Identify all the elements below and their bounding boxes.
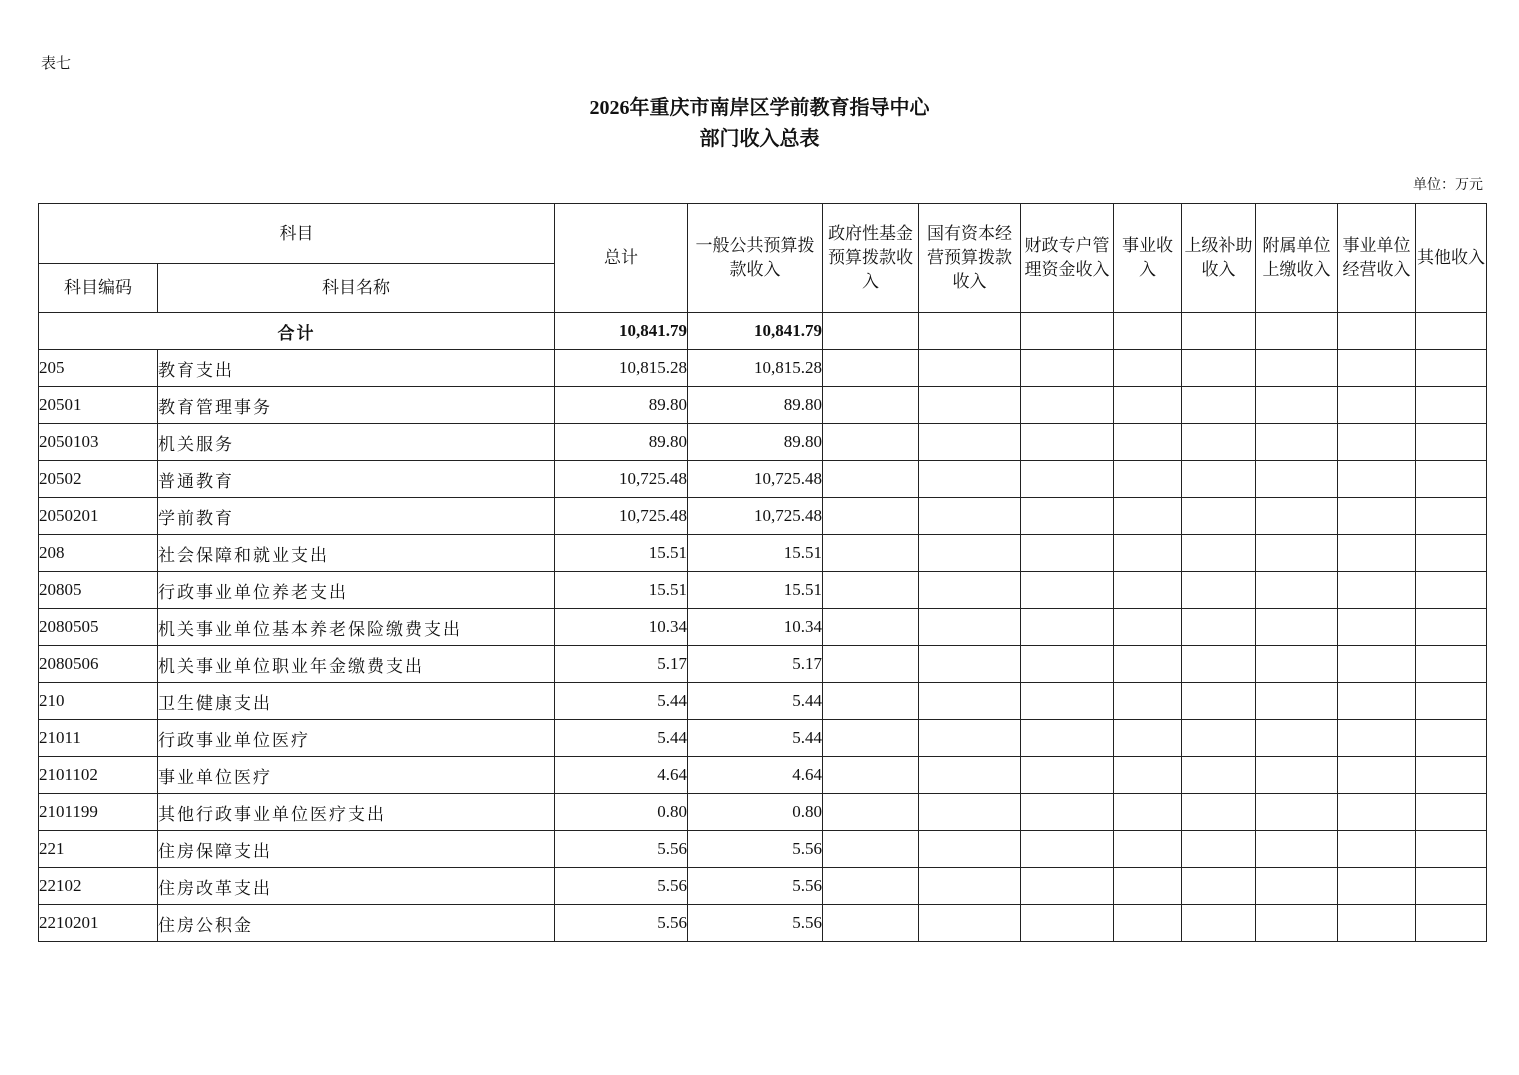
empty-cell — [1114, 831, 1182, 868]
header-other: 其他收入 — [1416, 204, 1487, 313]
empty-cell — [1182, 757, 1256, 794]
subject-name-cell: 住房公积金 — [158, 905, 555, 942]
general-budget-cell: 5.56 — [688, 831, 823, 868]
empty-cell — [1256, 868, 1338, 905]
unit-label: 单位：万元 — [1413, 177, 1483, 193]
empty-cell — [1338, 831, 1416, 868]
empty-cell — [1182, 720, 1256, 757]
empty-cell — [823, 387, 919, 424]
total-general-budget-cell: 10,841.79 — [688, 313, 823, 350]
empty-cell — [1021, 461, 1114, 498]
empty-cell — [1416, 720, 1487, 757]
empty-cell — [1021, 646, 1114, 683]
empty-cell — [823, 313, 919, 350]
empty-cell — [1021, 683, 1114, 720]
subject-code-cell: 20501 — [39, 387, 158, 424]
empty-cell — [823, 646, 919, 683]
table-row — [39, 831, 1487, 868]
empty-cell — [1256, 424, 1338, 461]
empty-cell — [823, 535, 919, 572]
general-budget-cell: 5.17 — [688, 646, 823, 683]
subject-code-cell: 2210201 — [39, 905, 158, 942]
table-row — [39, 757, 1487, 794]
empty-cell — [1021, 720, 1114, 757]
subject-code-cell: 210 — [39, 683, 158, 720]
empty-cell — [919, 905, 1021, 942]
general-budget-cell: 4.64 — [688, 757, 823, 794]
table-row — [39, 572, 1487, 609]
empty-cell — [1416, 498, 1487, 535]
empty-cell — [823, 905, 919, 942]
empty-cell — [1256, 572, 1338, 609]
empty-cell — [1114, 683, 1182, 720]
empty-cell — [919, 868, 1021, 905]
empty-cell — [1338, 387, 1416, 424]
empty-cell — [919, 424, 1021, 461]
empty-cell — [823, 461, 919, 498]
document-subtitle: 部门收入总表 — [699, 126, 820, 150]
subject-name-cell: 教育支出 — [158, 350, 555, 387]
table-row — [39, 424, 1487, 461]
empty-cell — [1114, 387, 1182, 424]
empty-cell — [1256, 350, 1338, 387]
empty-cell — [823, 572, 919, 609]
total-cell: 10,815.28 — [555, 350, 688, 387]
empty-cell — [1021, 609, 1114, 646]
empty-cell — [919, 720, 1021, 757]
total-cell: 4.64 — [555, 757, 688, 794]
subject-code-cell: 2080505 — [39, 609, 158, 646]
empty-cell — [1416, 905, 1487, 942]
general-budget-cell: 10.34 — [688, 609, 823, 646]
general-budget-cell: 15.51 — [688, 572, 823, 609]
empty-cell — [1338, 683, 1416, 720]
empty-cell — [1256, 720, 1338, 757]
empty-cell — [919, 535, 1021, 572]
empty-cell — [1021, 350, 1114, 387]
empty-cell — [1416, 350, 1487, 387]
header-state-capital: 国有资本经营预算拨款收入 — [919, 204, 1021, 313]
empty-cell — [1182, 683, 1256, 720]
empty-cell — [1256, 498, 1338, 535]
empty-cell — [1416, 868, 1487, 905]
empty-cell — [1182, 313, 1256, 350]
subject-code-cell: 2101199 — [39, 794, 158, 831]
subject-name-cell: 卫生健康支出 — [158, 683, 555, 720]
subject-name-cell: 行政事业单位医疗 — [158, 720, 555, 757]
empty-cell — [1256, 461, 1338, 498]
empty-cell — [823, 720, 919, 757]
empty-cell — [1256, 757, 1338, 794]
header-subject: 科目 — [39, 204, 555, 264]
empty-cell — [1338, 350, 1416, 387]
empty-cell — [1182, 424, 1256, 461]
empty-cell — [1416, 609, 1487, 646]
general-budget-cell: 89.80 — [688, 424, 823, 461]
header-superior-subsidy: 上级补助收入 — [1182, 204, 1256, 313]
subject-name-cell: 教育管理事务 — [158, 387, 555, 424]
subject-name-cell: 事业单位医疗 — [158, 757, 555, 794]
empty-cell — [1338, 794, 1416, 831]
empty-cell — [1416, 794, 1487, 831]
empty-cell — [1256, 683, 1338, 720]
empty-cell — [823, 609, 919, 646]
subject-code-cell: 2080506 — [39, 646, 158, 683]
empty-cell — [1416, 461, 1487, 498]
table-row — [39, 461, 1487, 498]
empty-cell — [1182, 794, 1256, 831]
subject-name-cell: 行政事业单位养老支出 — [158, 572, 555, 609]
header-subject-code: 科目编码 — [39, 264, 158, 313]
table-row — [39, 720, 1487, 757]
total-cell: 89.80 — [555, 387, 688, 424]
empty-cell — [823, 868, 919, 905]
total-cell: 5.17 — [555, 646, 688, 683]
general-budget-cell: 15.51 — [688, 535, 823, 572]
empty-cell — [1338, 868, 1416, 905]
empty-cell — [1182, 350, 1256, 387]
empty-cell — [1021, 794, 1114, 831]
empty-cell — [1114, 794, 1182, 831]
empty-cell — [1021, 535, 1114, 572]
empty-cell — [1416, 572, 1487, 609]
table-row — [39, 350, 1487, 387]
total-cell: 89.80 — [555, 424, 688, 461]
empty-cell — [1114, 646, 1182, 683]
empty-cell — [1256, 794, 1338, 831]
total-label: 合计 — [39, 313, 555, 350]
empty-cell — [1416, 424, 1487, 461]
empty-cell — [1416, 757, 1487, 794]
general-budget-cell: 5.44 — [688, 683, 823, 720]
empty-cell — [919, 572, 1021, 609]
empty-cell — [823, 757, 919, 794]
subject-code-cell: 221 — [39, 831, 158, 868]
empty-cell — [1114, 609, 1182, 646]
empty-cell — [1114, 720, 1182, 757]
empty-cell — [1182, 535, 1256, 572]
empty-cell — [1021, 424, 1114, 461]
empty-cell — [1182, 387, 1256, 424]
empty-cell — [1256, 313, 1338, 350]
table-row — [39, 683, 1487, 720]
empty-cell — [919, 461, 1021, 498]
empty-cell — [1256, 609, 1338, 646]
total-cell: 5.56 — [555, 905, 688, 942]
general-budget-cell: 5.56 — [688, 868, 823, 905]
empty-cell — [1338, 313, 1416, 350]
empty-cell — [919, 683, 1021, 720]
table-row — [39, 646, 1487, 683]
empty-cell — [1338, 609, 1416, 646]
subject-code-cell: 20502 — [39, 461, 158, 498]
empty-cell — [1114, 757, 1182, 794]
empty-cell — [1021, 387, 1114, 424]
subject-name-cell: 学前教育 — [158, 498, 555, 535]
general-budget-cell: 5.56 — [688, 905, 823, 942]
subject-code-cell: 2050103 — [39, 424, 158, 461]
empty-cell — [1021, 313, 1114, 350]
total-sum-cell: 10,841.79 — [555, 313, 688, 350]
empty-cell — [823, 794, 919, 831]
empty-cell — [1256, 905, 1338, 942]
total-cell: 5.44 — [555, 720, 688, 757]
general-budget-cell: 0.80 — [688, 794, 823, 831]
empty-cell — [823, 683, 919, 720]
empty-cell — [1182, 498, 1256, 535]
empty-cell — [1182, 905, 1256, 942]
document-title: 2026年重庆市南岸区学前教育指导中心 — [589, 97, 930, 119]
header-business: 事业收入 — [1114, 204, 1182, 313]
empty-cell — [1416, 313, 1487, 350]
total-cell: 5.44 — [555, 683, 688, 720]
empty-cell — [919, 350, 1021, 387]
empty-cell — [1338, 424, 1416, 461]
empty-cell — [1256, 387, 1338, 424]
table-row — [39, 868, 1487, 905]
empty-cell — [919, 757, 1021, 794]
empty-cell — [1114, 535, 1182, 572]
empty-cell — [823, 831, 919, 868]
empty-cell — [919, 646, 1021, 683]
table-row — [39, 387, 1487, 424]
empty-cell — [1021, 757, 1114, 794]
empty-cell — [919, 831, 1021, 868]
general-budget-cell: 5.44 — [688, 720, 823, 757]
empty-cell — [1114, 868, 1182, 905]
total-cell: 5.56 — [555, 831, 688, 868]
empty-cell — [1338, 572, 1416, 609]
total-cell: 10.34 — [555, 609, 688, 646]
subject-code-cell: 20805 — [39, 572, 158, 609]
total-cell: 5.56 — [555, 868, 688, 905]
empty-cell — [1256, 646, 1338, 683]
subject-code-cell: 21011 — [39, 720, 158, 757]
header-total: 总计 — [555, 204, 688, 313]
empty-cell — [1114, 498, 1182, 535]
empty-cell — [919, 794, 1021, 831]
empty-cell — [1416, 646, 1487, 683]
empty-cell — [1182, 868, 1256, 905]
subject-name-cell: 机关事业单位基本养老保险缴费支出 — [158, 609, 555, 646]
empty-cell — [1114, 350, 1182, 387]
empty-cell — [823, 350, 919, 387]
table-row — [39, 609, 1487, 646]
empty-cell — [1021, 868, 1114, 905]
empty-cell — [919, 387, 1021, 424]
empty-cell — [1416, 831, 1487, 868]
total-cell: 15.51 — [555, 572, 688, 609]
table-row — [39, 905, 1487, 942]
empty-cell — [1256, 535, 1338, 572]
empty-cell — [919, 313, 1021, 350]
subject-name-cell: 机关服务 — [158, 424, 555, 461]
header-subject-name: 科目名称 — [158, 264, 555, 313]
empty-cell — [1416, 387, 1487, 424]
empty-cell — [1021, 905, 1114, 942]
subject-name-cell: 机关事业单位职业年金缴费支出 — [158, 646, 555, 683]
empty-cell — [1182, 609, 1256, 646]
general-budget-cell: 10,725.48 — [688, 498, 823, 535]
subject-code-cell: 2101102 — [39, 757, 158, 794]
header-affiliated: 附属单位上缴收入 — [1256, 204, 1338, 313]
empty-cell — [1114, 313, 1182, 350]
empty-cell — [1338, 646, 1416, 683]
subject-name-cell: 住房保障支出 — [158, 831, 555, 868]
empty-cell — [1021, 498, 1114, 535]
table-row — [39, 535, 1487, 572]
total-cell: 10,725.48 — [555, 461, 688, 498]
general-budget-cell: 89.80 — [688, 387, 823, 424]
total-cell: 0.80 — [555, 794, 688, 831]
empty-cell — [1182, 646, 1256, 683]
empty-cell — [1338, 535, 1416, 572]
empty-cell — [919, 609, 1021, 646]
empty-cell — [1338, 461, 1416, 498]
table-row — [39, 498, 1487, 535]
header-business-operation: 事业单位经营收入 — [1338, 204, 1416, 313]
header-fiscal-special: 财政专户管理资金收入 — [1021, 204, 1114, 313]
subject-code-cell: 205 — [39, 350, 158, 387]
header-general-budget: 一般公共预算拨款收入 — [688, 204, 823, 313]
general-budget-cell: 10,815.28 — [688, 350, 823, 387]
subject-name-cell: 住房改革支出 — [158, 868, 555, 905]
empty-cell — [1182, 461, 1256, 498]
subject-name-cell: 普通教育 — [158, 461, 555, 498]
table-number-label: 表七 — [41, 54, 72, 72]
total-row — [39, 313, 1487, 350]
subject-code-cell: 208 — [39, 535, 158, 572]
empty-cell — [1338, 498, 1416, 535]
empty-cell — [1114, 424, 1182, 461]
empty-cell — [919, 498, 1021, 535]
empty-cell — [1338, 720, 1416, 757]
empty-cell — [1338, 757, 1416, 794]
general-budget-cell: 10,725.48 — [688, 461, 823, 498]
empty-cell — [1114, 461, 1182, 498]
total-cell: 10,725.48 — [555, 498, 688, 535]
income-summary-table — [38, 203, 1487, 942]
subject-code-cell: 22102 — [39, 868, 158, 905]
empty-cell — [1114, 905, 1182, 942]
empty-cell — [1416, 535, 1487, 572]
empty-cell — [1416, 683, 1487, 720]
empty-cell — [1021, 572, 1114, 609]
empty-cell — [1338, 905, 1416, 942]
empty-cell — [823, 498, 919, 535]
empty-cell — [823, 424, 919, 461]
subject-name-cell: 其他行政事业单位医疗支出 — [158, 794, 555, 831]
empty-cell — [1182, 572, 1256, 609]
empty-cell — [1114, 572, 1182, 609]
empty-cell — [1256, 831, 1338, 868]
table-row — [39, 794, 1487, 831]
empty-cell — [1182, 831, 1256, 868]
empty-cell — [1021, 831, 1114, 868]
subject-code-cell: 2050201 — [39, 498, 158, 535]
total-cell: 15.51 — [555, 535, 688, 572]
header-gov-fund: 政府性基金预算拨款收入 — [823, 204, 919, 313]
subject-name-cell: 社会保障和就业支出 — [158, 535, 555, 572]
